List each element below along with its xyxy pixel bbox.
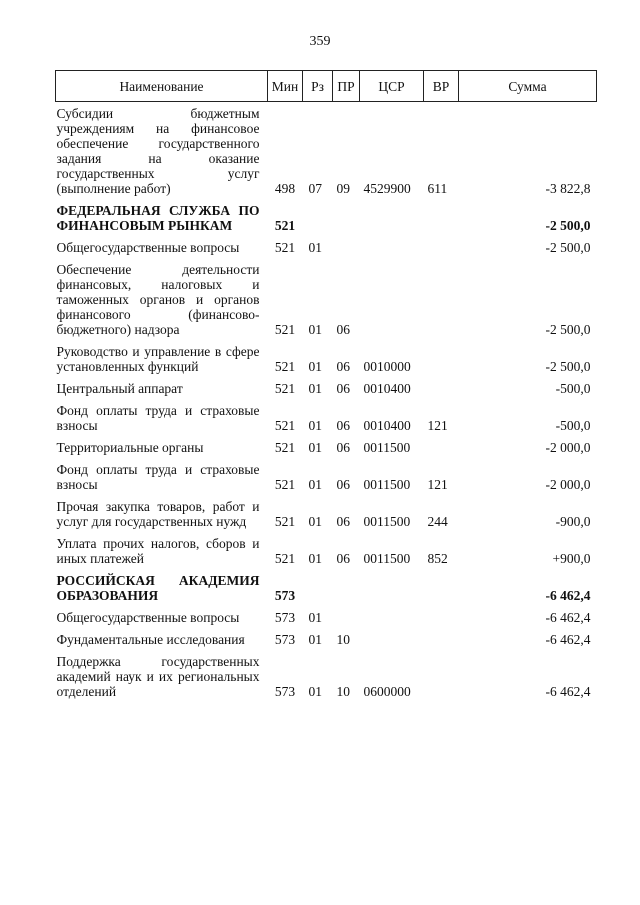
- cell-csr: [360, 606, 424, 628]
- table-row: [56, 495, 597, 532]
- cell-rz: 01: [308, 514, 322, 529]
- table-row: [56, 436, 597, 458]
- cell-rz: [303, 569, 333, 606]
- cell-vr: [424, 258, 459, 340]
- cell-vr: 121: [427, 477, 448, 492]
- cell-min: 521: [274, 440, 296, 455]
- cell-name: Уплата прочих налогов, сборов и иных платежей: [56, 536, 260, 566]
- table-row: [56, 340, 597, 377]
- cell-rz: 01: [308, 632, 322, 647]
- cell-csr: 4529900: [363, 181, 411, 196]
- cell-pr: 06: [336, 440, 350, 455]
- cell-rz: [303, 199, 333, 236]
- cell-pr: 09: [336, 181, 350, 196]
- cell-csr: 0011500: [363, 551, 411, 566]
- cell-rz: 01: [308, 359, 322, 374]
- table-row: [56, 532, 597, 569]
- cell-name: Фундаментальные исследования: [56, 632, 245, 647]
- cell-sum: -2 000,0: [545, 477, 591, 492]
- cell-name: Субсидии бюджетным учреждениям на финансовое обеспечение государственного задания на оказание государственных услуг (выполнение работ): [56, 106, 260, 196]
- table-body: [56, 102, 597, 703]
- cell-pr: 06: [336, 359, 350, 374]
- cell-name: РОССИЙСКАЯ АКАДЕМИЯ ОБРАЗОВАНИЯ: [56, 573, 260, 603]
- cell-pr: [333, 606, 360, 628]
- cell-vr: [424, 650, 459, 702]
- cell-min: 498: [274, 181, 296, 196]
- cell-sum: -500,0: [555, 381, 591, 396]
- cell-pr: 10: [336, 684, 350, 699]
- table-row: [56, 650, 597, 702]
- cell-sum: -2 500,0: [545, 218, 591, 233]
- cell-min: 573: [274, 632, 296, 647]
- cell-pr: [333, 569, 360, 606]
- cell-rz: 01: [308, 440, 322, 455]
- table-row: [56, 399, 597, 436]
- header-rz: Рз: [303, 71, 333, 102]
- cell-min: 521: [274, 322, 296, 337]
- cell-min: 521: [274, 514, 296, 529]
- table-row: [56, 236, 597, 258]
- cell-pr: 10: [336, 632, 350, 647]
- cell-vr: 244: [427, 514, 448, 529]
- cell-rz: 01: [308, 684, 322, 699]
- cell-rz: 01: [308, 381, 322, 396]
- cell-sum: -6 462,4: [545, 588, 591, 603]
- cell-rz: 07: [308, 181, 322, 196]
- table-row: [56, 258, 597, 340]
- cell-csr: [360, 628, 424, 650]
- cell-csr: 0011500: [363, 440, 411, 455]
- cell-sum: -3 822,8: [545, 181, 591, 196]
- cell-name: Обеспечение деятельности финансовых, налоговых и таможенных органов и органов финансового (финансово-бюджетного) надзора: [56, 262, 260, 337]
- cell-csr: [360, 236, 424, 258]
- cell-sum: +900,0: [552, 551, 591, 566]
- cell-pr: 06: [336, 551, 350, 566]
- cell-vr: [424, 199, 459, 236]
- table-header-row: [56, 71, 597, 102]
- table-row: [56, 102, 597, 200]
- cell-csr: 0011500: [363, 477, 411, 492]
- cell-min: 521: [274, 381, 296, 396]
- cell-name: ФЕДЕРАЛЬНАЯ СЛУЖБА ПО ФИНАНСОВЫМ РЫНКАМ: [56, 203, 260, 233]
- cell-csr: 0010400: [363, 418, 411, 433]
- cell-sum: -500,0: [555, 418, 591, 433]
- cell-csr: 0010000: [363, 359, 411, 374]
- cell-vr: [424, 236, 459, 258]
- cell-vr: [424, 628, 459, 650]
- cell-sum: -6 462,4: [545, 610, 591, 625]
- cell-csr: 0011500: [363, 514, 411, 529]
- cell-name: Общегосударственные вопросы: [56, 610, 240, 625]
- cell-pr: 06: [336, 477, 350, 492]
- cell-sum: -6 462,4: [545, 632, 591, 647]
- cell-name: Руководство и управление в сфере установленных функций: [56, 344, 260, 374]
- header-sum: Сумма: [459, 71, 597, 102]
- cell-min: 521: [274, 218, 296, 233]
- cell-min: 521: [274, 477, 296, 492]
- cell-csr: [360, 199, 424, 236]
- cell-vr: 611: [427, 181, 448, 196]
- cell-name: Прочая закупка товаров, работ и услуг для государственных нужд: [56, 499, 260, 529]
- cell-min: 573: [274, 610, 296, 625]
- cell-sum: -2 500,0: [545, 240, 591, 255]
- cell-min: 573: [274, 684, 296, 699]
- cell-sum: -2 500,0: [545, 359, 591, 374]
- page-number: 359: [309, 34, 331, 49]
- table-row: [56, 458, 597, 495]
- cell-name: Центральный аппарат: [56, 381, 183, 396]
- cell-pr: 06: [336, 381, 350, 396]
- cell-sum: -2 000,0: [545, 440, 591, 455]
- header-name: Наименование: [56, 71, 268, 102]
- cell-vr: [424, 569, 459, 606]
- header-csr: ЦСР: [360, 71, 424, 102]
- cell-vr: 852: [427, 551, 448, 566]
- table-row: [56, 377, 597, 399]
- cell-min: 521: [274, 418, 296, 433]
- cell-rz: 01: [308, 610, 322, 625]
- cell-min: 521: [274, 359, 296, 374]
- cell-vr: [424, 436, 459, 458]
- cell-csr: 0010400: [363, 381, 411, 396]
- table-row: [56, 628, 597, 650]
- cell-pr: [333, 199, 360, 236]
- table-row: [56, 199, 597, 236]
- cell-min: 573: [274, 588, 296, 603]
- table-row: [56, 606, 597, 628]
- cell-pr: 06: [336, 322, 350, 337]
- cell-pr: [333, 236, 360, 258]
- cell-rz: 01: [308, 418, 322, 433]
- cell-csr: [360, 569, 424, 606]
- cell-name: Фонд оплаты труда и страховые взносы: [56, 403, 260, 433]
- cell-sum: -900,0: [555, 514, 591, 529]
- cell-rz: 01: [308, 322, 322, 337]
- cell-pr: 06: [336, 514, 350, 529]
- cell-pr: 06: [336, 418, 350, 433]
- header-vr: ВР: [424, 71, 459, 102]
- cell-rz: 01: [308, 240, 322, 255]
- cell-min: 521: [274, 240, 296, 255]
- cell-vr: [424, 377, 459, 399]
- cell-min: 521: [274, 551, 296, 566]
- cell-sum: -2 500,0: [545, 322, 591, 337]
- cell-csr: [360, 258, 424, 340]
- cell-rz: 01: [308, 551, 322, 566]
- header-pr: ПР: [333, 71, 360, 102]
- cell-csr: 0600000: [363, 684, 411, 699]
- table-row: [56, 569, 597, 606]
- cell-name: Поддержка государственных академий наук и их региональных отделений: [56, 654, 260, 699]
- cell-vr: [424, 340, 459, 377]
- cell-sum: -6 462,4: [545, 684, 591, 699]
- cell-vr: 121: [427, 418, 448, 433]
- cell-name: Общегосударственные вопросы: [56, 240, 240, 255]
- budget-table: [55, 70, 597, 702]
- cell-name: Фонд оплаты труда и страховые взносы: [56, 462, 260, 492]
- cell-name: Территориальные органы: [56, 440, 204, 455]
- cell-vr: [424, 606, 459, 628]
- header-min: Мин: [268, 71, 303, 102]
- cell-rz: 01: [308, 477, 322, 492]
